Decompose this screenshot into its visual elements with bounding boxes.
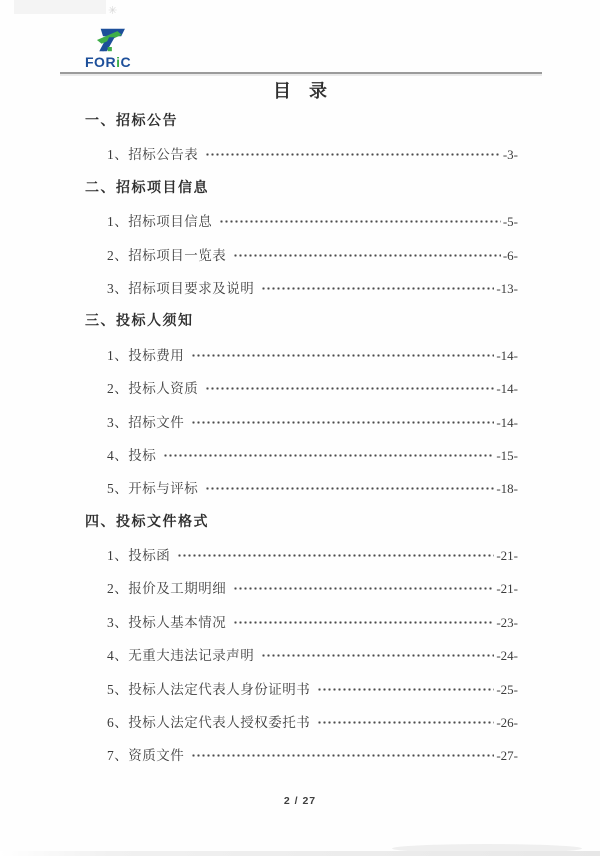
- toc-leader-dots: [205, 478, 494, 499]
- toc-section-heading: 二、招标项目信息: [85, 180, 209, 196]
- toc-item: [85, 745, 518, 766]
- foric-logo-icon: [89, 26, 131, 54]
- toc-leader-dots: [219, 211, 501, 232]
- toc-item-label: 2、报价及工期明细: [107, 581, 227, 597]
- toc-item-label: 1、招标项目信息: [107, 214, 213, 230]
- toc-page-number: -6-: [502, 247, 518, 263]
- toc: [85, 111, 518, 779]
- toc-item: [85, 645, 518, 666]
- scan-edge-shadow: [14, 0, 106, 14]
- toc-item-label: 4、投标: [107, 447, 157, 463]
- toc-item: [85, 545, 518, 566]
- toc-item: [85, 612, 518, 633]
- toc-item: [85, 144, 518, 165]
- scan-registration-mark: ✳: [108, 5, 118, 17]
- toc-item: [85, 578, 518, 599]
- footer-page-number: 2 / 27: [283, 795, 317, 807]
- toc-item-label: 4、无重大违法记录声明: [107, 648, 255, 664]
- toc-item-label: 3、招标文件: [107, 414, 185, 430]
- toc-item-label: 1、投标函: [107, 548, 171, 564]
- toc-page-number: -14-: [496, 347, 518, 363]
- page-title: 目 录: [273, 81, 327, 101]
- toc-item: [85, 245, 518, 266]
- toc-item: [85, 211, 518, 232]
- toc-leader-dots: [205, 144, 501, 165]
- toc-leader-dots: [261, 278, 494, 299]
- toc-leader-dots: [261, 645, 494, 666]
- toc-item-label: 5、开标与评标: [107, 481, 199, 497]
- toc-page-number: -18-: [496, 481, 518, 497]
- toc-leader-dots: [233, 578, 494, 599]
- toc-item-label: 7、资质文件: [107, 748, 185, 764]
- foric-logo: [85, 26, 145, 70]
- toc-page-number: -15-: [496, 447, 518, 463]
- toc-leader-dots: [205, 378, 494, 399]
- toc-item-label: 2、投标人资质: [107, 381, 199, 397]
- foric-logo-text: FORiC: [85, 54, 132, 70]
- toc-page-number: -25-: [496, 681, 518, 697]
- toc-leader-dots: [233, 245, 501, 266]
- toc-item: [85, 478, 518, 499]
- toc-item: [85, 679, 518, 700]
- toc-page-number: -23-: [496, 614, 518, 630]
- toc-page-number: -27-: [496, 748, 518, 764]
- toc-item: [85, 345, 518, 366]
- toc-page-number: -26-: [496, 715, 518, 731]
- toc-item-label: 3、投标人基本情况: [107, 614, 227, 630]
- toc-item-label: 2、招标项目一览表: [107, 247, 227, 263]
- toc-leader-dots: [191, 412, 494, 433]
- toc-page-number: -3-: [502, 147, 518, 163]
- toc-item: [85, 378, 518, 399]
- toc-leader-dots: [163, 445, 494, 466]
- toc-page-number: -14-: [496, 381, 518, 397]
- toc-page-number: -14-: [496, 414, 518, 430]
- toc-leader-dots: [233, 612, 494, 633]
- toc-page-number: -21-: [496, 548, 518, 564]
- scan-bottom-edge: [0, 851, 600, 856]
- header-divider: [60, 72, 542, 74]
- toc-leader-dots: [177, 545, 494, 566]
- toc-page-number: -13-: [496, 280, 518, 296]
- toc-item-label: 1、投标费用: [107, 347, 185, 363]
- toc-item-label: 1、招标公告表: [107, 147, 199, 163]
- toc-item-label: 3、招标项目要求及说明: [107, 280, 255, 296]
- toc-section-heading: 四、投标文件格式: [85, 514, 209, 530]
- toc-item: [85, 712, 518, 733]
- toc-page-number: -5-: [502, 214, 518, 230]
- toc-item: [85, 412, 518, 433]
- toc-section-heading: 三、投标人须知: [85, 314, 194, 330]
- toc-leader-dots: [191, 345, 494, 366]
- toc-item: [85, 278, 518, 299]
- toc-item-label: 6、投标人法定代表人授权委托书: [107, 715, 311, 731]
- toc-item: [85, 445, 518, 466]
- toc-leader-dots: [317, 679, 494, 700]
- toc-page-number: -21-: [496, 581, 518, 597]
- toc-page-number: -24-: [496, 648, 518, 664]
- toc-leader-dots: [191, 745, 494, 766]
- toc-item-label: 5、投标人法定代表人身份证明书: [107, 681, 311, 697]
- toc-leader-dots: [317, 712, 494, 733]
- toc-section-heading: 一、招标公告: [85, 114, 178, 129]
